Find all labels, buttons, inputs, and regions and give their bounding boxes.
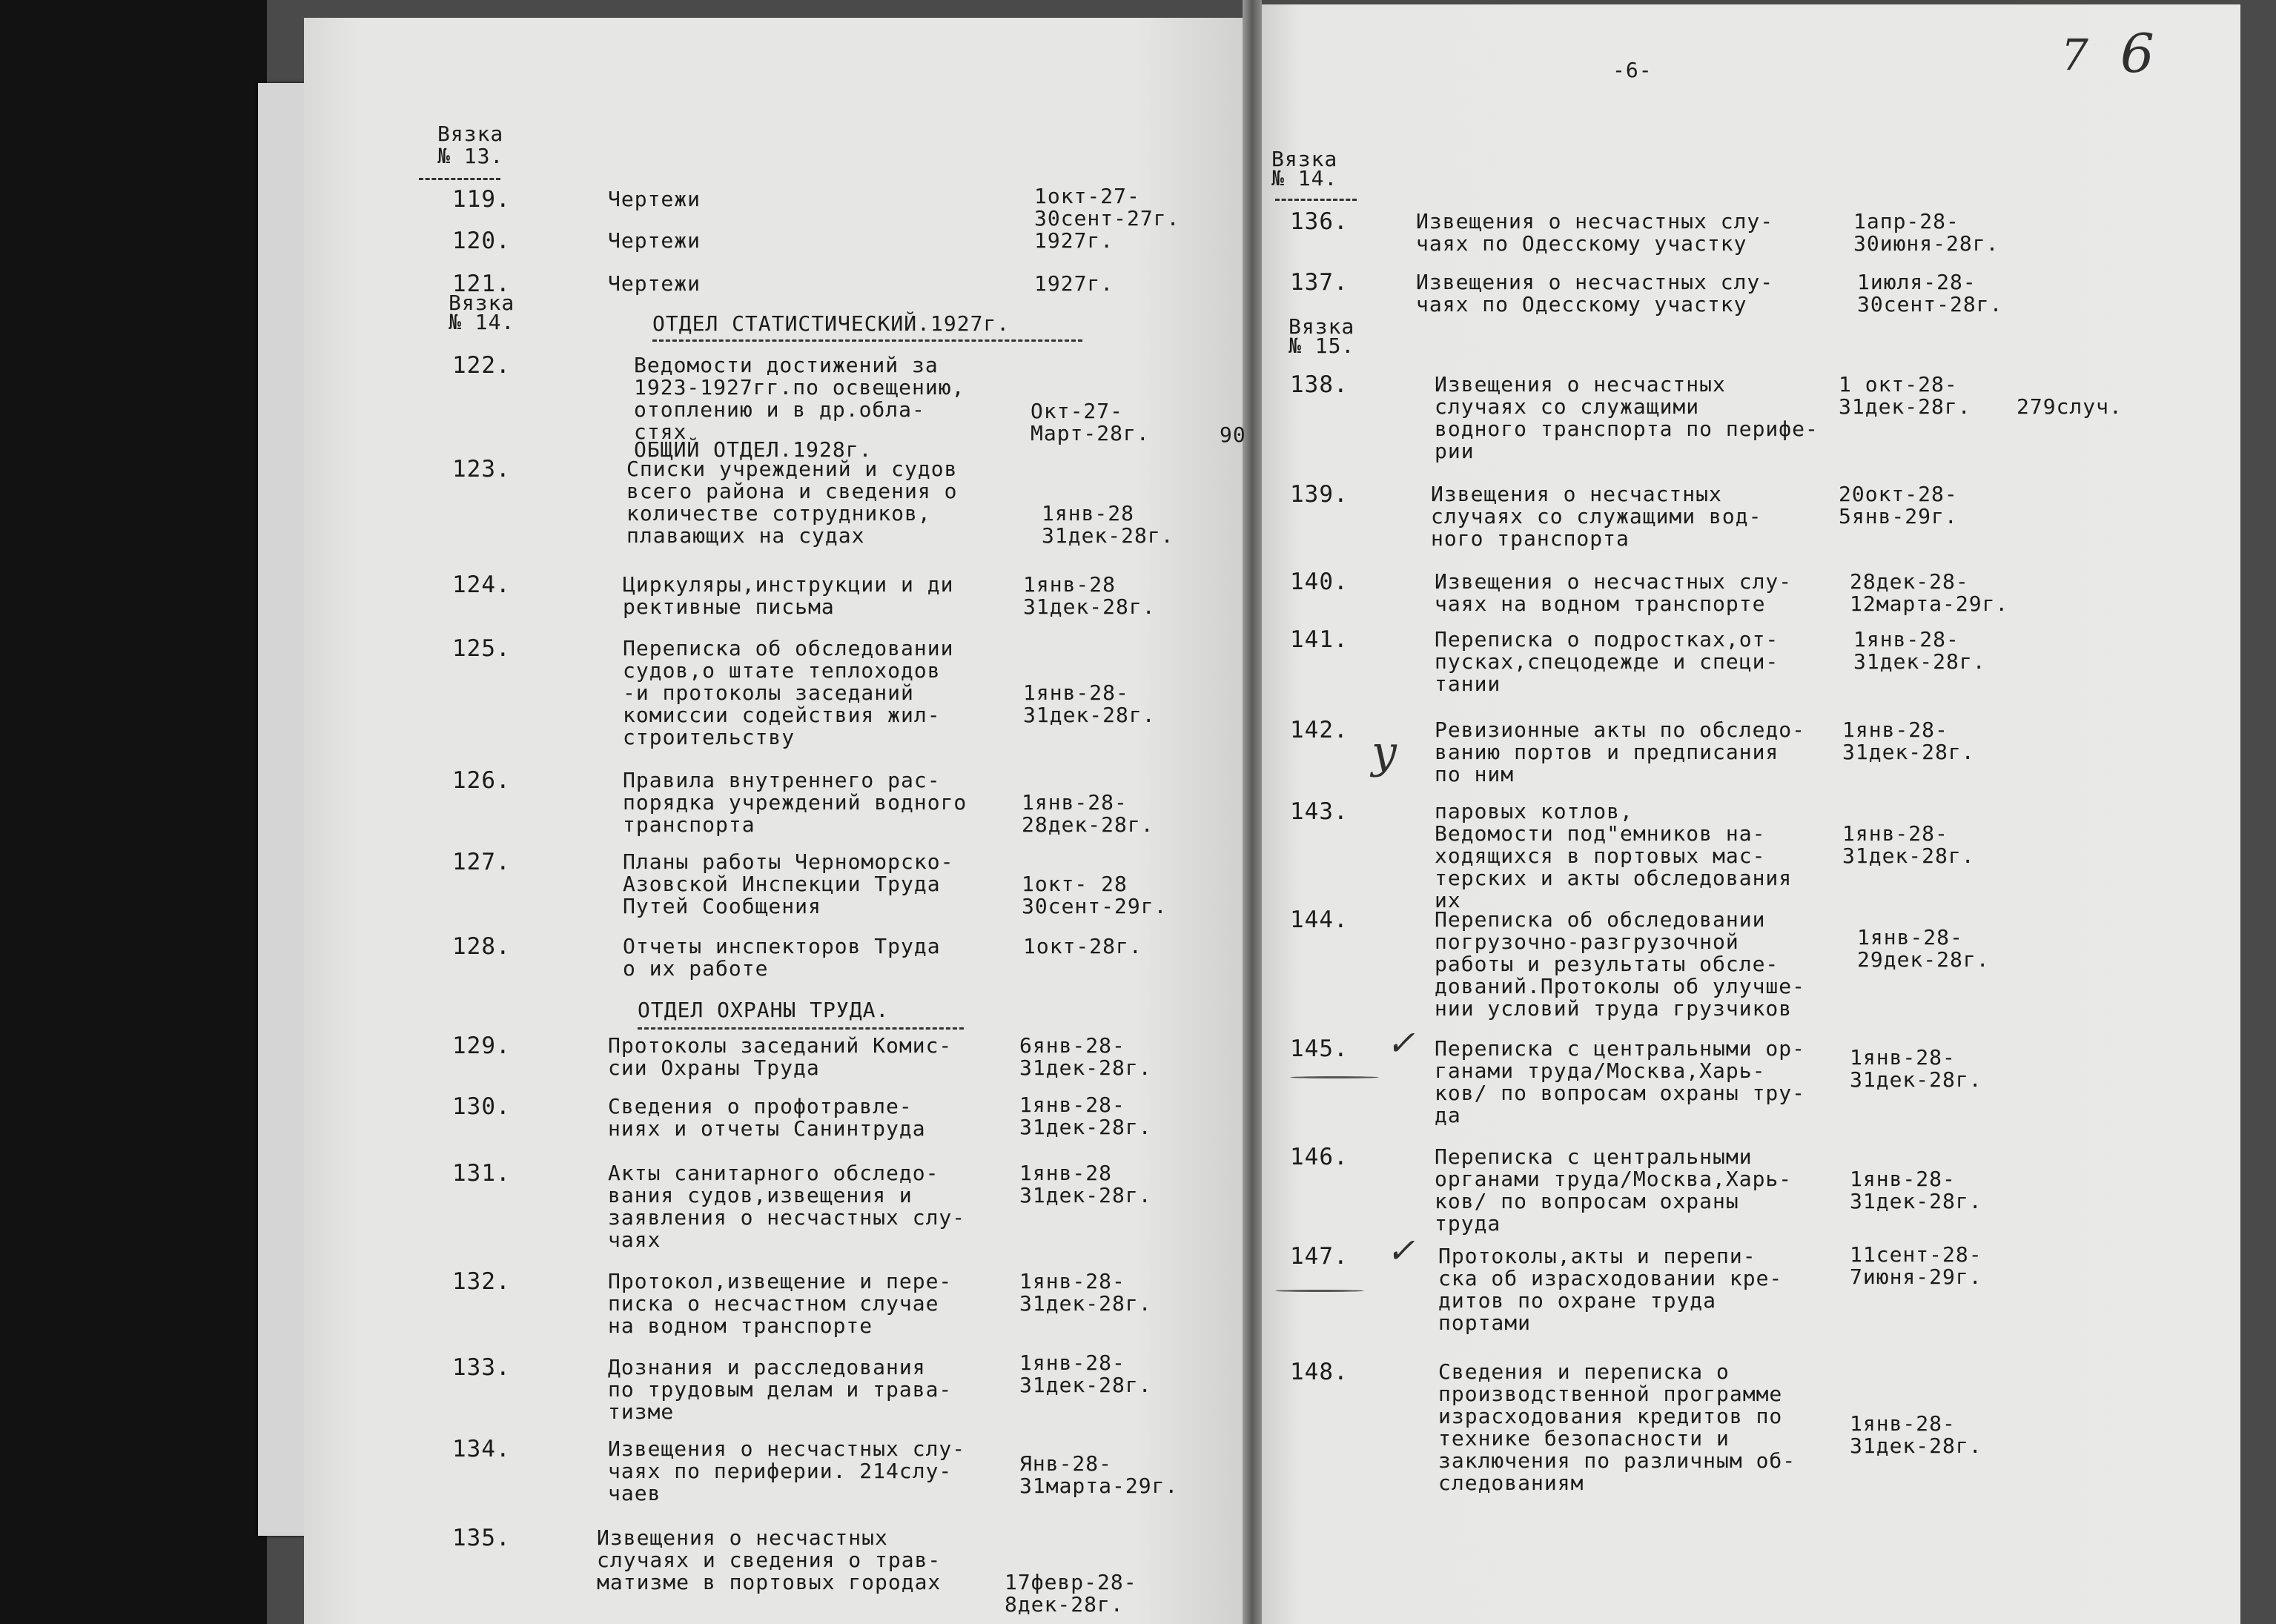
entry-number: 129.	[452, 1033, 511, 1059]
entry-description: вания судов,извещения и	[608, 1183, 913, 1207]
vyazka-label: № 15.	[1288, 334, 1355, 358]
entry-number: 145.	[1290, 1035, 1349, 1062]
entry-description: порядка учреждений водного	[623, 790, 967, 815]
entry-description: Переписка об обследовании	[623, 636, 954, 660]
entry-description: Сведения о профотравле-	[608, 1094, 913, 1118]
entry-description: ванию портов и предписания	[1435, 740, 1779, 764]
entry-date: 1янв-28-	[1019, 1093, 1125, 1117]
entry-number: 144.	[1290, 907, 1349, 933]
vyazka-label: № 14.	[1271, 166, 1338, 190]
margin-number: 90	[1220, 422, 1246, 447]
entry-description: Сведения и переписка о	[1438, 1359, 1730, 1384]
check-mark: ✓	[1386, 1230, 1415, 1270]
entry-date: 31марта-29г.	[1019, 1474, 1179, 1498]
entry-number: 132.	[452, 1268, 511, 1295]
entry-date: 1янв-28-	[1842, 717, 1948, 742]
section-underline	[652, 339, 1082, 342]
vyazka-label: Вязка	[1288, 314, 1355, 339]
entry-description: паровых котлов,	[1435, 799, 1633, 823]
entry-date: 31дек-28г.	[1842, 844, 1975, 868]
entry-number: 121.	[452, 271, 511, 297]
entry-description: Правила внутреннего рас-	[623, 768, 941, 792]
entry-number: 122.	[452, 352, 511, 379]
entry-description: Ведомости достижений за	[634, 353, 939, 377]
entry-date: 31дек-28г.	[1023, 703, 1156, 727]
entry-number: 143.	[1290, 798, 1349, 825]
entry-date: 1янв-28-	[1019, 1350, 1125, 1375]
entry-number: 126.	[452, 767, 511, 794]
entry-number: 130.	[452, 1093, 511, 1120]
entry-date: 1янв-28	[1023, 572, 1117, 597]
entry-description: Азовской Инспекции Труда	[623, 872, 941, 896]
entry-description: чаев	[608, 1481, 661, 1505]
entry-description: технике безопасности и	[1438, 1426, 1730, 1451]
entry-description: по трудовым делам и трава-	[608, 1377, 953, 1402]
entry-description: Дознания и расследования	[608, 1355, 926, 1379]
entry-description: строительству	[623, 725, 795, 749]
entry-date: 1янв-28-	[1850, 1167, 1956, 1191]
entry-date: 1 окт-28-	[1839, 372, 1958, 397]
entry-description: труда	[1435, 1211, 1501, 1236]
entry-description: терских и акты обследования	[1435, 866, 1793, 890]
entry-description: Путей Сообщения	[623, 894, 821, 918]
entry-date: 1927г.	[1034, 228, 1114, 253]
entry-date: 31дек-28г.	[1042, 523, 1174, 548]
entry-description: тизме	[608, 1399, 675, 1424]
entry-date: 28дек-28г.	[1022, 812, 1154, 837]
entry-date: 5янв-29г.	[1839, 504, 1958, 528]
corner-mark-6: 6	[2120, 22, 2154, 84]
entry-description: Акты санитарного обследо-	[608, 1161, 939, 1185]
entry-description: заключения по различным об-	[1438, 1448, 1796, 1473]
entry-date: 12марта-29г.	[1850, 591, 2009, 616]
entry-description: о их работе	[623, 956, 769, 981]
entry-date: 1янв-28-	[1019, 1269, 1125, 1293]
entry-date: 1апр-28-	[1853, 209, 1959, 233]
entry-description: -и протоколы заседаний	[623, 680, 914, 705]
entry-description: писка о несчастном случае	[608, 1291, 939, 1316]
vyazka-label: Вязка	[437, 122, 504, 146]
entry-date: 31дек-28г.	[1019, 1055, 1152, 1080]
entry-date: 17февр-28-	[1005, 1570, 1137, 1594]
entry-description: ниях и отчеты Санинтруда	[608, 1116, 926, 1141]
entry-description: заявления о несчастных слу-	[608, 1205, 966, 1230]
entry-number: 139.	[1290, 481, 1349, 508]
entry-date: 1янв-28-	[1842, 821, 1948, 846]
entry-note: 279случ.	[2017, 394, 2123, 419]
entry-date: 1янв-28	[1019, 1161, 1113, 1185]
entry-date: 1июля-28-	[1857, 270, 1976, 294]
entry-description: рии	[1435, 439, 1475, 463]
entry-date: 1янв-28-	[1857, 925, 1963, 949]
entry-date: 31дек-28г.	[1850, 1189, 1982, 1213]
vyazka-rule	[419, 178, 500, 180]
entry-description: их	[1435, 888, 1461, 912]
entry-description: нии условий труда грузчиков	[1435, 996, 1793, 1021]
entry-number: 141.	[1290, 626, 1349, 653]
entry-number: 123.	[452, 456, 511, 483]
entry-number: 133.	[452, 1354, 511, 1381]
entry-date: 31дек-28г.	[1019, 1373, 1152, 1397]
entry-description: Планы работы Черноморско-	[623, 849, 954, 874]
entry-description: дитов по охране труда	[1438, 1288, 1717, 1313]
entry-date: 31дек-28г.	[1023, 594, 1156, 619]
entry-description: производственной программе	[1438, 1382, 1783, 1406]
entry-number: 131.	[452, 1160, 511, 1187]
entry-description: транспорта	[623, 812, 755, 837]
section-heading: ОТДЕЛ ОХРАНЫ ТРУДА.	[638, 998, 890, 1022]
entry-description: ганами труда/Москва,Харь-	[1435, 1058, 1766, 1083]
entry-description: на водном транспорте	[608, 1313, 873, 1338]
entry-description: Переписка с центральными ор-	[1435, 1036, 1806, 1061]
entry-description: чаях на водном транспорте	[1435, 591, 1766, 616]
vyazka-label: № 13.	[437, 144, 504, 168]
entry-number: 148.	[1290, 1359, 1349, 1385]
entry-number: 119.	[452, 186, 511, 213]
entry-description: Протоколы,акты и перепи-	[1438, 1244, 1756, 1268]
entry-date: 31дек-28г.	[1839, 394, 1971, 419]
entry-date: Окт-27-	[1031, 399, 1124, 423]
entry-description: дований.Протоколы об улучше-	[1435, 974, 1806, 998]
entry-date: 31дек-28г.	[1019, 1291, 1152, 1316]
entry-number: 125.	[452, 635, 511, 662]
entry-date: 20окт-28-	[1839, 482, 1958, 506]
entry-date: Март-28г.	[1031, 421, 1150, 445]
entry-number: 147.	[1290, 1243, 1349, 1270]
entry-description: случаях и сведения о трав-	[597, 1548, 942, 1572]
entry-date: 28дек-28-	[1850, 569, 1969, 594]
entry-description: чаях по Одесскому участку	[1416, 292, 1747, 316]
entry-date: 31дек-28г.	[1842, 740, 1975, 764]
entry-description: рективные письма	[623, 594, 835, 619]
entry-date: 31дек-28г.	[1019, 1183, 1152, 1207]
entry-description: Списки учреждений и судов	[626, 457, 958, 481]
entry-description: Извещения о несчастных	[1431, 482, 1722, 506]
entry-description: пусках,спецодежде и специ-	[1435, 649, 1779, 674]
entry-date: Янв-28-	[1019, 1451, 1113, 1476]
entry-number: 142.	[1290, 717, 1349, 743]
entry-description: погрузочно-разгрузочной	[1435, 929, 1739, 954]
entry-description: органами труда/Москва,Харь-	[1435, 1167, 1793, 1191]
entry-date: 11сент-28-	[1850, 1242, 1982, 1267]
entry-description: тании	[1435, 672, 1501, 696]
entry-description: работы и результаты обсле-	[1435, 952, 1779, 976]
entry-description: да	[1435, 1103, 1461, 1127]
entry-date: 30сент-27г.	[1034, 206, 1180, 231]
entry-description: Переписка о подростках,от-	[1435, 627, 1779, 652]
entry-date: 1янв-28-	[1022, 790, 1128, 815]
entry-description: израсходования кредитов по	[1438, 1404, 1783, 1428]
entry-date: 1927г.	[1034, 271, 1114, 296]
entry-date: 30сент-28г.	[1857, 292, 2003, 316]
entry-description: Извещения о несчастных слу-	[1416, 270, 1774, 294]
entry-description: Отчеты инспекторов Труда	[623, 934, 941, 958]
entry-description: чаях по Одесскому участку	[1416, 231, 1747, 256]
entry-date: 1янв-28-	[1850, 1411, 1956, 1436]
entry-number: 124.	[452, 571, 511, 598]
entry-description: Извещения о несчастных	[1435, 372, 1726, 397]
entry-date: 30июня-28г.	[1853, 231, 1999, 256]
entry-description: следованиям	[1438, 1471, 1584, 1495]
entry-description: водного транспорта по перифе-	[1435, 417, 1819, 441]
handwritten-mark: у	[1372, 726, 1397, 778]
entry-date: 6янв-28-	[1019, 1033, 1125, 1058]
section-underline	[638, 1027, 964, 1030]
entry-description: Переписка об обследовании	[1435, 907, 1766, 932]
entry-description: чаях по периферии. 214слу-	[608, 1459, 953, 1483]
entry-description: ходящихся в портовых мас-	[1435, 844, 1766, 868]
entry-description: матизме в портовых городах	[597, 1570, 942, 1594]
entry-description: случаях со служащими	[1435, 394, 1700, 419]
page-number: -6-	[1612, 58, 1653, 82]
entry-description: Протокол,извещение и пере-	[608, 1269, 953, 1293]
corner-mark-7: 7	[2061, 30, 2088, 80]
entry-date: 1янв-28	[1042, 501, 1135, 526]
entry-description: комиссии содействия жил-	[623, 703, 941, 727]
entry-date: 1окт- 28	[1022, 872, 1128, 896]
entry-description: Протоколы заседаний Комис-	[608, 1033, 953, 1058]
entry-date: 7июня-29г.	[1850, 1265, 1982, 1289]
entry-date: 30сент-29г.	[1022, 894, 1168, 918]
entry-description: плавающих на судах	[626, 523, 865, 548]
entry-description: количестве сотрудников,	[626, 501, 931, 526]
entry-date: 1окт-28г.	[1023, 934, 1142, 958]
entry-number: 146.	[1290, 1144, 1349, 1170]
entry-description: 1923-1927гг.по освещению,	[634, 375, 965, 400]
entry-description: ков/ по вопросам охраны тру-	[1435, 1081, 1806, 1105]
vyazka-label: Вязка	[449, 291, 515, 315]
entry-number: 120.	[452, 228, 511, 254]
vyazka-label: № 14.	[449, 310, 515, 334]
entry-number: 140.	[1290, 569, 1349, 595]
vyazka-label: Вязка	[1271, 147, 1338, 171]
vyazka-rule	[1275, 199, 1357, 201]
entry-date: 1янв-28-	[1850, 1045, 1956, 1070]
section-heading: ОТДЕЛ СТАТИСТИЧЕСКИЙ.1927г.	[652, 311, 1010, 336]
entry-description: Чертежи	[608, 228, 701, 253]
entry-description: ного транспорта	[1431, 526, 1630, 551]
entry-description: ска об израсходовании кре-	[1438, 1266, 1783, 1290]
pencil-underline	[1290, 1076, 1379, 1078]
entry-date: 1янв-28-	[1853, 627, 1959, 652]
entry-description: Циркуляры,инструкции и ди	[623, 572, 954, 597]
entry-date: 1окт-27-	[1034, 184, 1140, 208]
entry-description: Ведомости под"емников на-	[1435, 821, 1766, 846]
entry-description: Извещения о несчастных слу-	[608, 1436, 966, 1461]
entry-description: Чертежи	[608, 187, 701, 211]
entry-number: 135.	[452, 1525, 511, 1551]
check-mark: ✓	[1386, 1023, 1415, 1063]
entry-description: стях	[634, 420, 687, 444]
pencil-underline	[1275, 1290, 1364, 1292]
entry-description: случаях со служащими вод-	[1431, 504, 1762, 528]
entry-date: 8дек-28г.	[1005, 1592, 1124, 1617]
entry-date: 31дек-28г.	[1853, 649, 1986, 674]
entry-description: Извещения о несчастных слу-	[1416, 209, 1774, 233]
entry-description: Переписка с центральными	[1435, 1144, 1753, 1169]
entry-description: портами	[1438, 1310, 1532, 1335]
entry-date: 31дек-28г.	[1850, 1434, 1982, 1458]
entry-date: 1янв-28-	[1023, 680, 1129, 705]
entry-description: сии Охраны Труда	[608, 1055, 820, 1080]
entry-description: Извещения о несчастных	[597, 1525, 888, 1550]
entry-description: отоплению и в др.обла-	[634, 397, 925, 422]
entry-number: 138.	[1290, 371, 1349, 398]
entry-description: Извещения о несчастных слу-	[1435, 569, 1793, 594]
entry-number: 137.	[1290, 269, 1349, 296]
entry-description: всего района и сведения о	[626, 479, 958, 503]
entry-number: 128.	[452, 933, 511, 960]
entry-description: чаях	[608, 1227, 661, 1252]
book-spine	[1243, 0, 1262, 1624]
section-heading: ОБЩИЙ ОТДЕЛ.1928г.	[634, 437, 873, 462]
entry-number: 127.	[452, 849, 511, 875]
entry-description: ков/ по вопросам охраны	[1435, 1189, 1739, 1213]
entry-description: Ревизионные акты по обследо-	[1435, 717, 1806, 742]
entry-date: 31дек-28г.	[1850, 1067, 1982, 1092]
entry-date: 31дек-28г.	[1019, 1115, 1152, 1139]
entry-description: Чертежи	[608, 271, 701, 296]
entry-number: 136.	[1290, 208, 1349, 235]
entry-description: судов,о штате теплоходов	[623, 658, 941, 683]
entry-number: 134.	[452, 1436, 511, 1462]
entry-description: по ним	[1435, 762, 1515, 786]
entry-date: 29дек-28г.	[1857, 947, 1990, 972]
